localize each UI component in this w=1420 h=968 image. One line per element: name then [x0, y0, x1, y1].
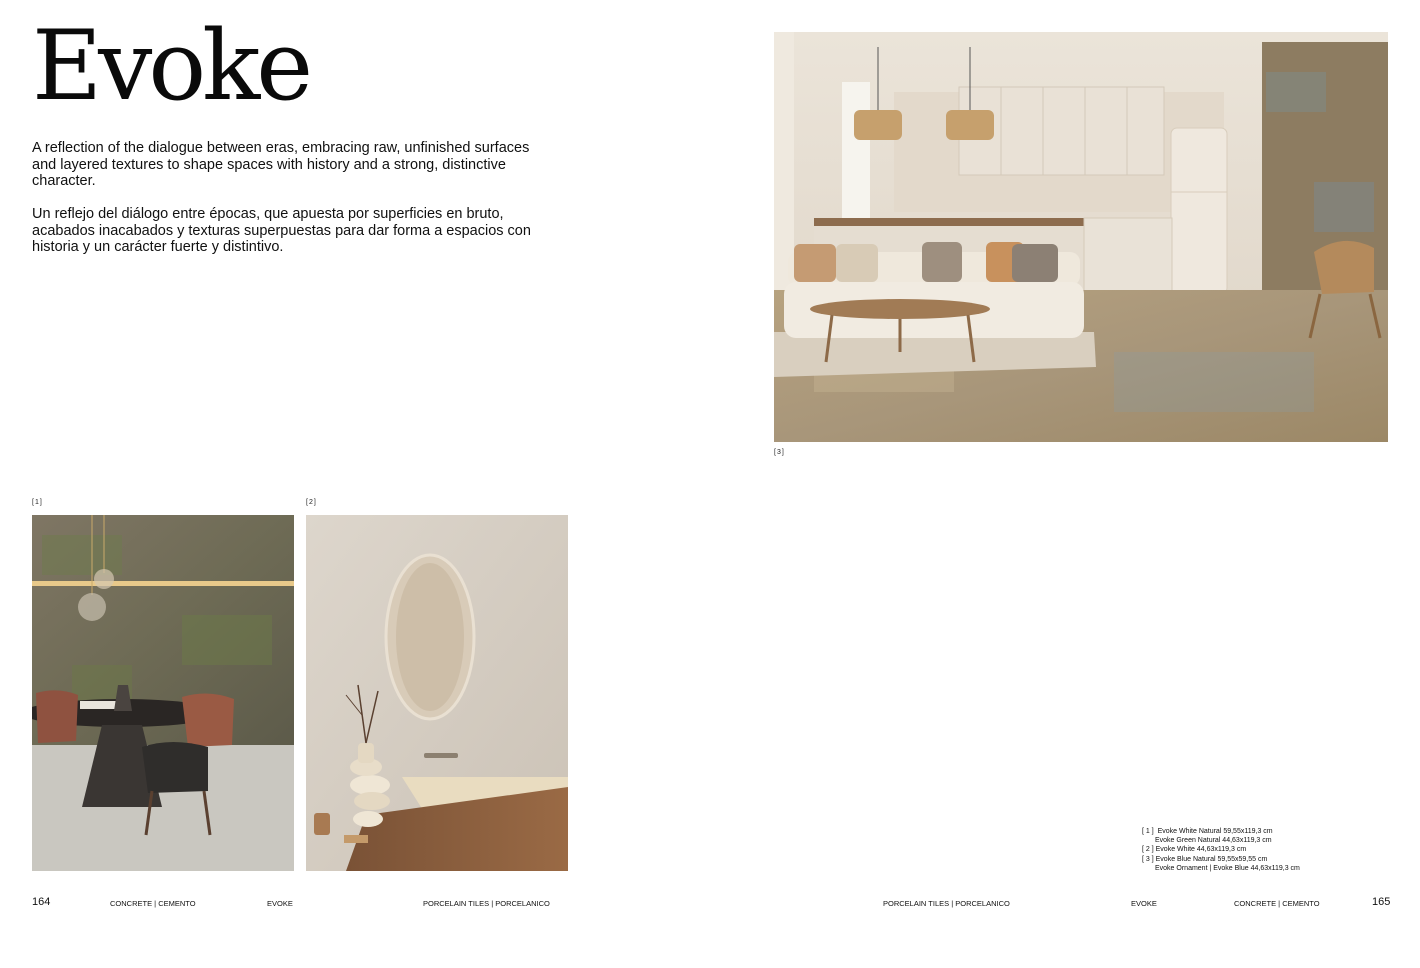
caption-line: Evoke Green Natural 44,63x119,3 cm: [1155, 837, 1272, 845]
footer-product-left: PORCELAIN TILES | PORCELANICO: [423, 899, 550, 908]
intro-spanish: Un reflejo del diálogo entre épocas, que apuesta por superficies en bruto, acabados inacabados y texturas superpuestas para dar forma a espacios con historia y un carácter fuerte y distintivo.: [32, 206, 531, 255]
figure-1-label: [1]: [32, 499, 43, 506]
intro-english: A reflection of the dialogue between eras, embracing raw, unfinished surfaces and layered textures to shape spaces with history and a strong, distinctive character.: [32, 140, 530, 189]
page-number-left: 164: [32, 896, 51, 908]
figure-2-label: [2]: [306, 499, 317, 506]
footer-category-left: CONCRETE | CEMENTO: [110, 899, 196, 908]
photo-living-kitchen: [774, 32, 1388, 442]
page-title: Evoke: [32, 10, 310, 122]
footer-series-left: EVOKE: [267, 899, 293, 908]
page-number-right: 165: [1372, 896, 1391, 908]
image-captions: [1142, 827, 1300, 873]
photo-bathroom: [306, 515, 568, 871]
footer-series-right: EVOKE: [1131, 899, 1157, 908]
caption-line: [ 1 ] Evoke White Natural 59,55x119,3 cm: [1142, 828, 1273, 835]
footer-category-right: CONCRETE | CEMENTO: [1234, 899, 1320, 908]
caption-line: [ 2 ] Evoke White 44,63x119,3 cm: [1142, 846, 1247, 854]
photo-dining-room: [32, 515, 294, 871]
caption-line: [ 3 ] Evoke Blue Natural 59,55x59,55 cm: [1142, 855, 1268, 863]
footer-product-right: PORCELAIN TILES | PORCELANICO: [883, 899, 1010, 908]
caption-line: Evoke Ornament | Evoke Blue 44,63x119,3 cm: [1155, 864, 1300, 872]
figure-3-label: [3]: [774, 449, 785, 456]
